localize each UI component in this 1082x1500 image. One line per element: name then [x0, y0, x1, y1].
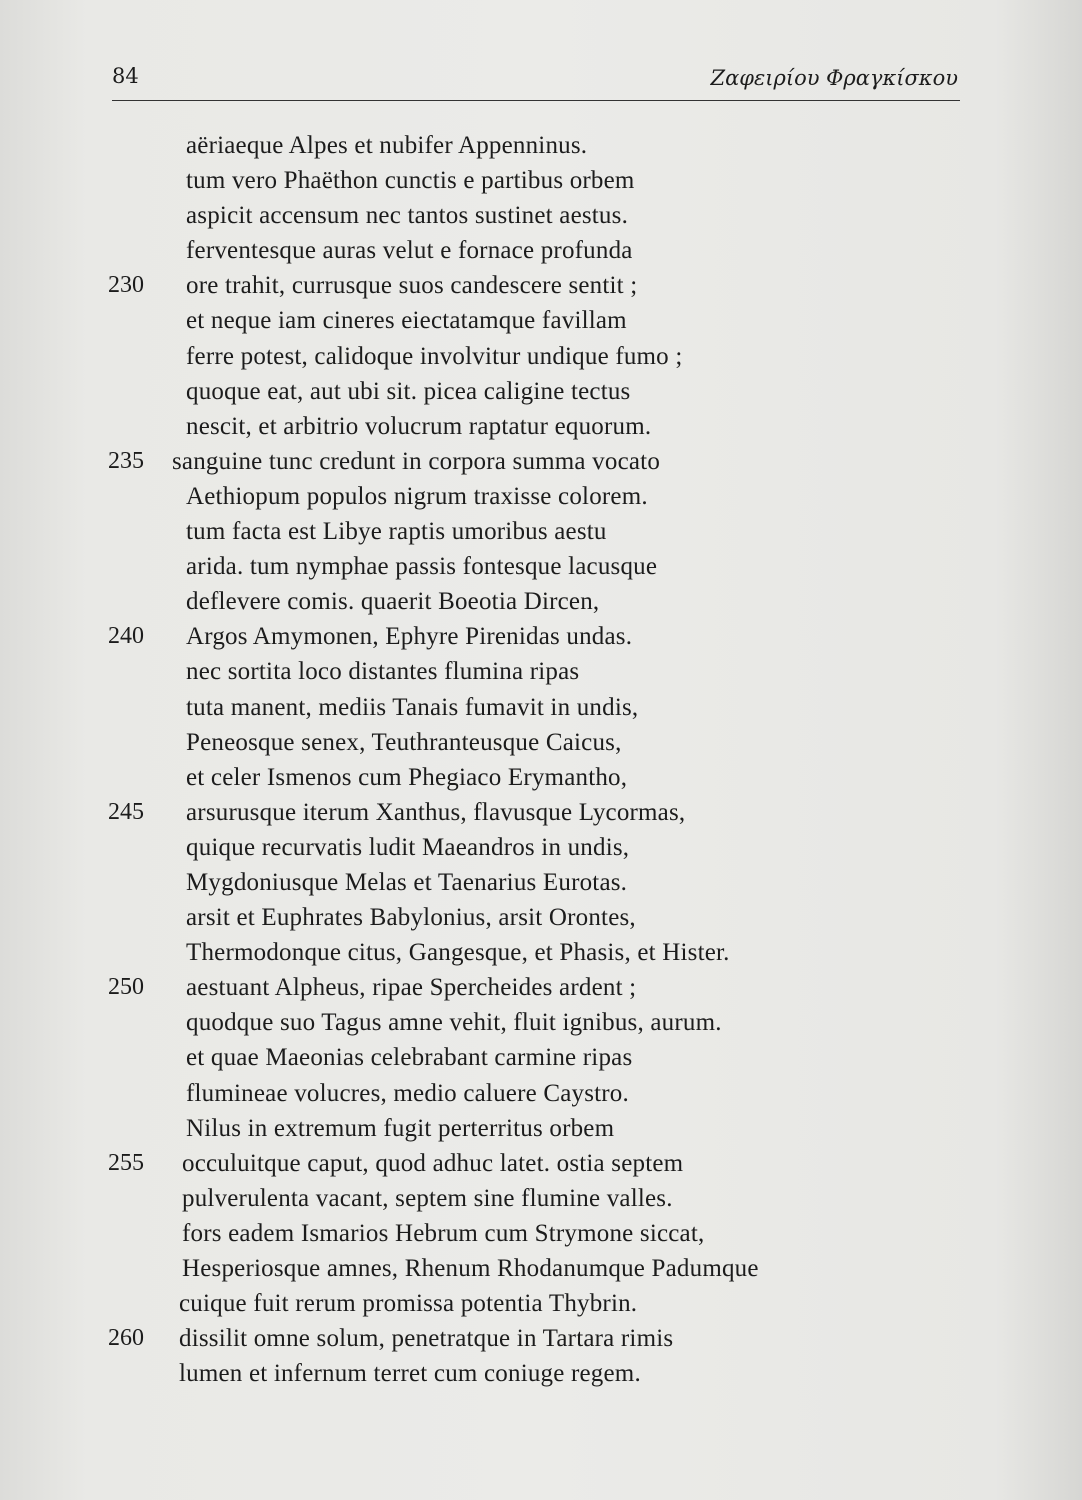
line-number: 255 [108, 1149, 144, 1176]
verse-line [0, 619, 1082, 654]
verse-line [0, 1076, 1082, 1111]
verse-text: ferre potest, calidoque involvitur undique fumo ; [186, 342, 683, 370]
verse-line [0, 725, 1082, 760]
verse-line [0, 128, 1082, 163]
verse-line [0, 163, 1082, 198]
verse-line [0, 1356, 1082, 1391]
verse-line [0, 268, 1082, 303]
verse-line [0, 1321, 1082, 1356]
verse-line [0, 374, 1082, 409]
verse-line [0, 1040, 1082, 1075]
verse-text: aestuant Alpheus, ripae Spercheides ardent ; [186, 974, 637, 1002]
verse-text: nec sortita loco distantes flumina ripas [186, 658, 580, 686]
verse-line [0, 479, 1082, 514]
verse-line [0, 233, 1082, 268]
verse-text: fors eadem Ismarios Hebrum cum Strymone siccat, [182, 1219, 705, 1247]
verse-text: tum facta est Libye raptis umoribus aestu [186, 518, 607, 546]
line-number: 240 [108, 623, 144, 650]
line-number: 250 [108, 974, 144, 1001]
verse-text: quique recurvatis ludit Maeandros in undis, [186, 833, 630, 861]
verse-text: occuluitque caput, quod adhuc latet. ostia septem [182, 1149, 684, 1177]
verse-line [0, 444, 1082, 479]
verse-text: Peneosque senex, Teuthranteusque Caicus, [186, 728, 622, 756]
line-number: 260 [108, 1325, 144, 1352]
verse-line [0, 900, 1082, 935]
verse-line [0, 409, 1082, 444]
line-number: 245 [108, 798, 144, 825]
verse-text: dissilit omne solum, penetratque in Tartara rimis [179, 1325, 674, 1353]
verse-line [0, 1216, 1082, 1251]
verse-text: tuta manent, mediis Tanais fumavit in undis, [186, 693, 639, 721]
verse-line [0, 1181, 1082, 1216]
verse-line [0, 795, 1082, 830]
verse-line [0, 1111, 1082, 1146]
verse-line [0, 549, 1082, 584]
verse-text: sanguine tunc credunt in corpora summa vocato [172, 447, 661, 475]
verse-text: Thermodonque citus, Gangesque, et Phasis, et Hister. [186, 939, 730, 967]
verse-text: deflevere comis. quaerit Boeotia Dircen, [186, 588, 600, 616]
verse-text: Argos Amymonen, Ephyre Pirenidas undas. [186, 623, 633, 651]
verse-text: Mygdoniusque Melas et Taenarius Eurotas. [186, 868, 628, 896]
verse-text: Hesperiosque amnes, Rhenum Rhodanumque Padumque [182, 1255, 759, 1282]
running-head: Ζαφειρίου Φραγκίσκου [710, 66, 958, 90]
verse-text: et quae Maeonias celebrabant carmine ripas [186, 1044, 633, 1072]
verse-line [0, 514, 1082, 549]
verse-text: Aethiopum populos nigrum traxisse colorem. [186, 482, 648, 510]
verse-line [0, 1286, 1082, 1321]
verse-text: nescit, et arbitrio volucrum raptatur equorum. [186, 412, 652, 440]
verse-text: arida. tum nymphae passis fontesque lacusque [186, 553, 658, 581]
verse-text: tum vero Phaëthon cunctis e partibus orbem [186, 167, 635, 195]
verse-line [0, 1146, 1082, 1181]
line-number: 230 [108, 272, 144, 299]
verse-line [0, 654, 1082, 689]
verse-line [0, 198, 1082, 233]
verse-text: aëriaeque Alpes et nubifer Appenninus. [186, 132, 588, 159]
verse-line [0, 970, 1082, 1005]
verse-line [0, 1251, 1082, 1286]
page-header [112, 58, 960, 101]
verse-text: et neque iam cineres eiectatamque favillam [186, 307, 627, 335]
verse-line [0, 1005, 1082, 1040]
verse-line [0, 303, 1082, 338]
verse-line [0, 760, 1082, 795]
line-number: 235 [108, 447, 144, 474]
verse-text: cuique fuit rerum promissa potentia Thybrin. [179, 1290, 638, 1318]
verse-text: aspicit accensum nec tantos sustinet aestus. [186, 202, 629, 230]
page-number: 84 [112, 64, 139, 88]
verse-block [0, 128, 1082, 1391]
verse-line [0, 865, 1082, 900]
verse-text: et celer Ismenos cum Phegiaco Erymantho, [186, 763, 628, 791]
verse-line [0, 830, 1082, 865]
verse-text: arsurusque iterum Xanthus, flavusque Lycormas, [186, 798, 686, 826]
verse-text: arsit et Euphrates Babylonius, arsit Orontes, [186, 904, 636, 932]
verse-text: lumen et infernum terret cum coniuge regem. [179, 1360, 641, 1388]
verse-line [0, 339, 1082, 374]
verse-text: pulverulenta vacant, septem sine flumine valles. [182, 1184, 673, 1212]
verse-text: quoque eat, aut ubi sit. picea caligine tectus [186, 377, 631, 405]
verse-line [0, 935, 1082, 970]
verse-text: flumineae volucres, medio caluere Caystro. [186, 1079, 629, 1107]
verse-text: quodque suo Tagus amne vehit, fluit ignibus, aurum. [186, 1009, 722, 1037]
verse-line [0, 584, 1082, 619]
verse-text: ferventesque auras velut e fornace profunda [186, 237, 633, 265]
verse-text: ore trahit, currusque suos candescere sentit ; [186, 272, 638, 300]
verse-line [0, 690, 1082, 725]
verse-text: Nilus in extremum fugit perterritus orbem [186, 1114, 615, 1142]
